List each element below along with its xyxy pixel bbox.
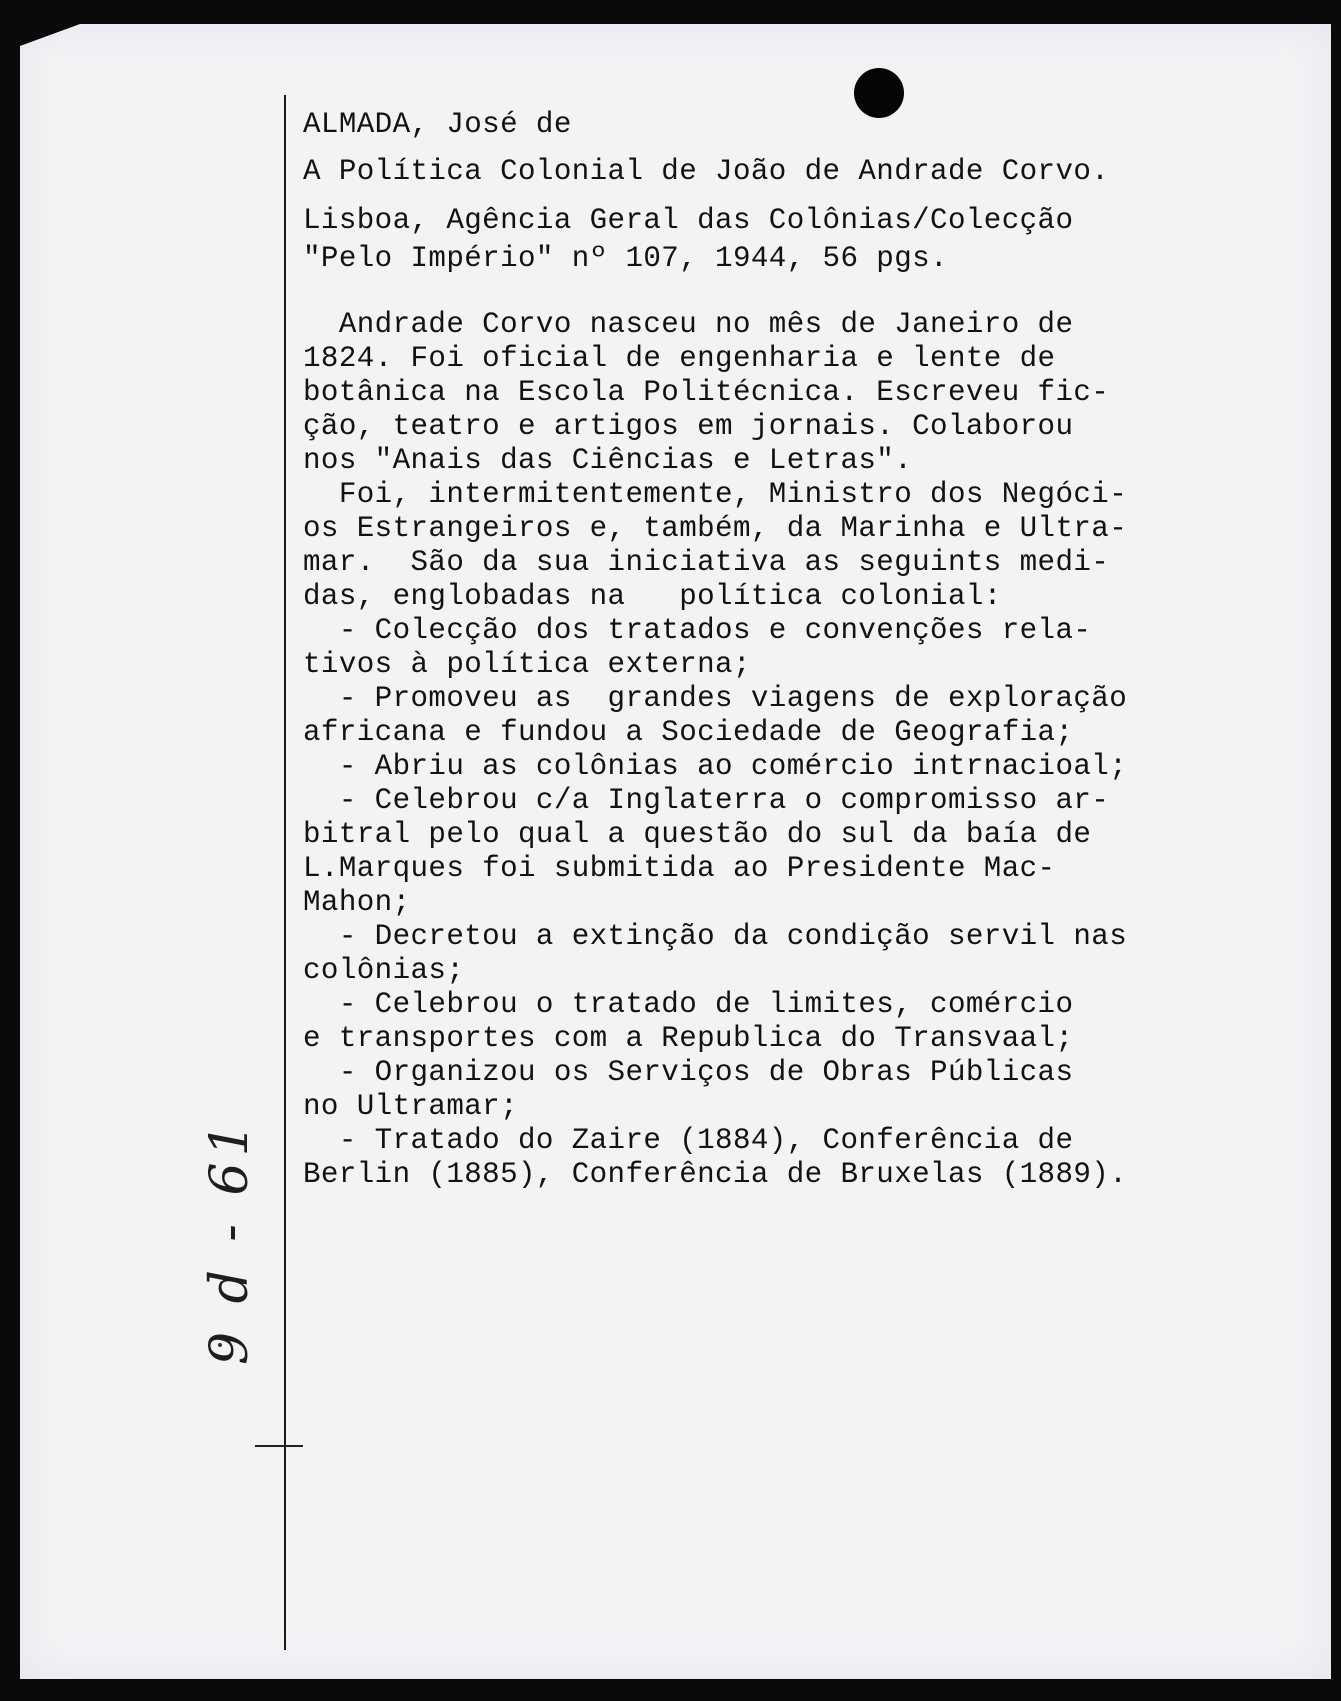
body-line: Mahon; <box>303 886 411 919</box>
body-line: - Colecção dos tratados e convenções rela- <box>303 614 1092 647</box>
publication-line-2: "Pelo Império" nº 107, 1944, 56 pgs. <box>303 242 948 275</box>
body-line: - Celebrou c/a Inglaterra o compromisso ar- <box>303 784 1110 817</box>
body-line: colônias; <box>303 954 465 987</box>
body-line: - Celebrou o tratado de limites, comércio <box>303 988 1074 1021</box>
handwritten-margin-note: 9 d - 61 <box>200 1117 260 1365</box>
body-line: mar. São da sua iniciativa as seguints medi- <box>303 546 1110 579</box>
body-line: e transportes com a Republica do Transvaal; <box>303 1022 1074 1055</box>
body-line: - Promoveu as grandes viagens de exploração <box>303 682 1128 715</box>
body-line: ção, teatro e artigos em jornais. Colaborou <box>303 410 1074 443</box>
body-line: os Estrangeiros e, também, da Marinha e Ultra- <box>303 512 1128 545</box>
body-line: botânica na Escola Politécnica. Escreveu fic- <box>303 376 1110 409</box>
body-line: africana e fundou a Sociedade de Geografia; <box>303 716 1074 749</box>
margin-rule-line <box>284 95 286 1650</box>
body-line: - Organizou os Serviços de Obras Públicas <box>303 1056 1074 1089</box>
publication-line-1: Lisboa, Agência Geral das Colônias/Colecção <box>303 204 1074 237</box>
body-line: tivos à política externa; <box>303 648 751 681</box>
body-line: bitral pelo qual a questão do sul da baía de <box>303 818 1092 851</box>
body-line: Foi, intermitentemente, Ministro dos Negóci- <box>303 478 1128 511</box>
body-line: - Abriu as colônias ao comércio intrnacioal; <box>303 750 1128 783</box>
body-line: - Tratado do Zaire (1884), Conferência de <box>303 1124 1074 1157</box>
title-line: A Política Colonial de João de Andrade Corvo. <box>303 155 1110 188</box>
body-line: 1824. Foi oficial de engenharia e lente de <box>303 342 1056 375</box>
punch-hole <box>854 68 904 118</box>
folded-corner <box>20 24 80 46</box>
margin-tick-mark <box>255 1445 303 1447</box>
body-line: das, englobadas na política colonial: <box>303 580 1002 613</box>
body-line: Andrade Corvo nasceu no mês de Janeiro de <box>303 308 1074 341</box>
body-line: L.Marques foi submitida ao Presidente Mac- <box>303 852 1056 885</box>
author-line: ALMADA, José de <box>303 108 572 141</box>
body-line: - Decretou a extinção da condição servil nas <box>303 920 1128 953</box>
body-line: Berlin (1885), Conferência de Bruxelas (1889). <box>303 1158 1128 1191</box>
typed-record <box>303 0 1128 1191</box>
body-line: no Ultramar; <box>303 1090 518 1123</box>
body-line: nos "Anais das Ciências e Letras". <box>303 444 913 477</box>
